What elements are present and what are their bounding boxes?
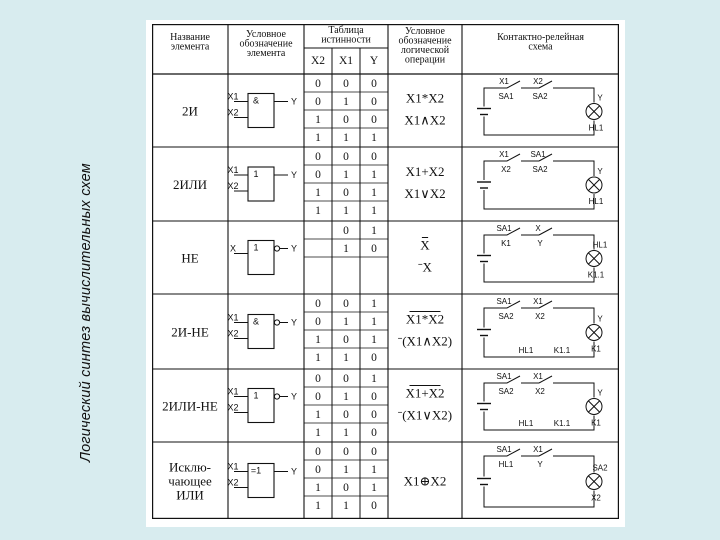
truth-col-label: X2 [310, 55, 326, 67]
relay-label: SA2 [532, 165, 548, 174]
inversion-circle [274, 320, 279, 325]
relay-label: K1.1 [553, 346, 571, 355]
relay-label: SA2 [592, 463, 608, 473]
relay-label: SA2 [498, 387, 514, 396]
truth-cell: 1 [371, 373, 377, 385]
gate-input-label: X2 [227, 181, 239, 191]
truth-cell: 0 [315, 464, 321, 476]
truth-cell: 0 [315, 151, 321, 163]
element-name: 2ИЛИ-НЕ [162, 398, 218, 414]
inversion-circle [274, 246, 279, 251]
truth-cell: 1 [371, 225, 377, 237]
truth-cell: 1 [371, 298, 377, 310]
relay-label: X2 [591, 493, 601, 503]
header-relay: Контактно-релейная [497, 32, 584, 43]
relay-label: Y [537, 239, 543, 248]
truth-cell: 0 [343, 298, 349, 310]
truth-cell: 0 [315, 373, 321, 385]
truth-cell: 1 [343, 427, 349, 439]
relay-label: Y [597, 388, 603, 398]
truth-cell: 1 [371, 464, 377, 476]
truth-cell: 0 [343, 151, 349, 163]
element-row [171, 297, 603, 364]
operation-formula: ˉ(X1∨X2) [397, 407, 453, 423]
relay-label: K1 [591, 418, 601, 428]
element-name: ИЛИ [176, 487, 204, 503]
truth-cell: 1 [315, 187, 321, 199]
truth-cell: 0 [343, 78, 349, 90]
header-relay: схема [528, 41, 553, 53]
element-name: 2И [182, 103, 198, 119]
logic-elements-table [146, 20, 625, 527]
header-operation: Условное [405, 26, 445, 37]
operation-formula: X1*X2 [405, 90, 445, 106]
header-operation: операции [404, 54, 446, 66]
element-name: НЕ [181, 250, 199, 266]
truth-col-label: Y [369, 55, 379, 67]
gate-output-label: Y [290, 391, 298, 402]
truth-cell: 0 [315, 316, 321, 328]
operation-formula: X1+X2 [405, 164, 445, 179]
truth-cell: 1 [315, 352, 321, 364]
table-grid [152, 24, 619, 519]
operation-formula: X1∧X2 [404, 112, 446, 128]
truth-cell: 1 [343, 132, 349, 144]
header-name: элемента [170, 41, 210, 53]
gate-output-label: Y [290, 170, 298, 180]
relay-label: X1 [499, 150, 509, 159]
element-name: чающее [168, 473, 212, 489]
gate-input-label: X1 [227, 312, 239, 323]
gate-input-label: X [229, 243, 237, 254]
gate-input-label: X1 [227, 386, 239, 397]
truth-cell: 1 [371, 205, 377, 217]
header-symbol: элемента [246, 48, 286, 59]
gate-input-label: X2 [227, 107, 239, 118]
element-name: 2И-НЕ [171, 324, 209, 340]
relay-label: Y [597, 93, 603, 103]
truth-cell: 1 [371, 482, 377, 494]
operation-formula: X1+X2 [405, 385, 445, 401]
truth-cell: 0 [343, 225, 349, 237]
header-name: Название [170, 32, 210, 43]
truth-cell: 0 [315, 446, 321, 458]
truth-cell: 1 [371, 132, 377, 144]
relay-label: SA1 [498, 92, 514, 101]
gate-input-label: X1 [227, 91, 239, 102]
gate-input-label: X1 [227, 461, 239, 472]
element-name: 2ИЛИ [172, 177, 208, 192]
operation-formula: ˉX [418, 259, 432, 275]
operation-formula: X [420, 237, 430, 253]
header-symbol: обозначение [239, 38, 293, 50]
truth-cell: 0 [315, 169, 321, 181]
gate-box [248, 167, 274, 201]
inversion-circle [274, 394, 279, 399]
truth-cell: 0 [343, 114, 349, 126]
truth-cell: 0 [343, 334, 349, 346]
truth-cell: 1 [315, 500, 321, 512]
truth-cell: 0 [343, 409, 349, 421]
gate-sign: & [252, 316, 260, 327]
gate-box [248, 315, 274, 349]
truth-cell: 1 [315, 427, 321, 439]
relay-label: HL1 [588, 197, 604, 206]
gate-sign: 1 [253, 242, 259, 253]
truth-cell: 0 [343, 446, 349, 458]
page-title: Логический синтез вычислительных схем [78, 163, 94, 462]
truth-cell: 0 [343, 373, 349, 385]
relay-label: SA2 [498, 312, 514, 321]
truth-cell: 0 [371, 352, 377, 364]
operation-formula: X1*X2 [405, 311, 445, 327]
truth-cell: 1 [343, 243, 349, 255]
gate-output-label: Y [290, 96, 298, 107]
relay-label: X1 [533, 372, 543, 381]
truth-cell: 1 [371, 187, 377, 199]
relay-label: X2 [501, 165, 511, 174]
truth-cell: 1 [343, 500, 349, 512]
truth-cell: 1 [343, 205, 349, 217]
truth-cell: 1 [371, 334, 377, 346]
operation-formula: X1⊕X2 [403, 473, 447, 489]
operation-formula: X1∨X2 [404, 186, 446, 201]
truth-cell: 0 [371, 446, 377, 458]
truth-cell: 0 [371, 96, 377, 108]
truth-cell: 0 [371, 78, 377, 90]
truth-cell: 0 [371, 114, 377, 126]
relay-label: SA1 [496, 297, 512, 306]
truth-cell: 0 [371, 391, 377, 403]
truth-cell: 1 [371, 316, 377, 328]
relay-label: SA1 [530, 150, 546, 159]
truth-cell: 0 [343, 482, 349, 494]
truth-cell: 0 [315, 298, 321, 310]
relay-label: K1.1 [553, 419, 571, 428]
truth-cell: 0 [315, 391, 321, 403]
truth-cell: 1 [315, 482, 321, 494]
relay-label: Y [597, 167, 603, 176]
relay-label: K1 [501, 239, 511, 248]
gate-input-label: X1 [227, 165, 239, 175]
truth-cell: 0 [371, 243, 377, 255]
relay-label: SA2 [532, 92, 548, 101]
gate-sign: =1 [250, 465, 262, 476]
gate-box [248, 94, 274, 128]
truth-cell: 0 [371, 409, 377, 421]
gate-output-label: Y [290, 317, 298, 328]
relay-label: HL1 [588, 123, 604, 133]
relay-label: HL1 [518, 346, 534, 355]
operation-formula: ˉ(X1∧X2) [397, 333, 453, 349]
gate-input-label: X2 [227, 328, 239, 339]
relay-label: HL1 [498, 460, 514, 469]
gate-input-label: X2 [227, 477, 239, 488]
table-frame [153, 25, 619, 519]
truth-cell: 1 [315, 132, 321, 144]
truth-cell: 0 [371, 151, 377, 163]
truth-cell: 0 [315, 96, 321, 108]
truth-cell: 1 [343, 352, 349, 364]
gate-box [248, 389, 274, 423]
gate-output-label: Y [290, 466, 298, 477]
relay-label: X2 [535, 312, 545, 321]
relay-label: HL1 [518, 419, 534, 428]
relay-label: X1 [533, 297, 543, 306]
header-operation: логической [400, 45, 450, 56]
truth-cell: 1 [315, 409, 321, 421]
truth-cell: 1 [371, 169, 377, 181]
relay-label: X [535, 224, 541, 233]
gate-sign: & [252, 95, 260, 106]
relay-label: X1 [533, 445, 543, 454]
relay-label: SA1 [496, 224, 512, 233]
header-truth: истинности [321, 34, 371, 46]
header-truth: Таблица [328, 25, 364, 36]
relay-label: HL1 [592, 240, 608, 250]
gate-sign: 1 [253, 169, 259, 179]
gate-output-label: Y [290, 243, 298, 254]
truth-cell: 1 [343, 169, 349, 181]
relay-label: K1.1 [587, 270, 605, 280]
header-operation: обозначение [398, 35, 452, 47]
gate-box [248, 241, 274, 275]
truth-cell: 1 [343, 96, 349, 108]
truth-cell: 1 [343, 464, 349, 476]
header-symbol: Условное [246, 29, 286, 40]
relay-label: X2 [535, 387, 545, 396]
truth-cell: 0 [315, 78, 321, 90]
element-row [182, 77, 604, 144]
truth-cell: 1 [343, 316, 349, 328]
relay-label: SA1 [496, 372, 512, 381]
relay-label: K1 [591, 344, 601, 354]
truth-cell: 1 [315, 334, 321, 346]
relay-label: Y [597, 314, 603, 324]
truth-cell: 1 [343, 391, 349, 403]
truth-cell: 0 [343, 187, 349, 199]
truth-cell: 1 [315, 205, 321, 217]
relay-label: X2 [533, 77, 543, 86]
gate-sign: 1 [253, 390, 259, 401]
truth-col-label: X1 [338, 55, 354, 67]
relay-label: X1 [499, 77, 509, 86]
element-name: Исклю- [168, 459, 212, 475]
truth-cell: 0 [371, 500, 377, 512]
truth-cell: 0 [371, 427, 377, 439]
gate-input-label: X2 [227, 402, 239, 413]
element-row [181, 224, 608, 282]
relay-label: Y [537, 460, 543, 469]
truth-cell: 1 [315, 114, 321, 126]
relay-label: SA1 [496, 445, 512, 454]
